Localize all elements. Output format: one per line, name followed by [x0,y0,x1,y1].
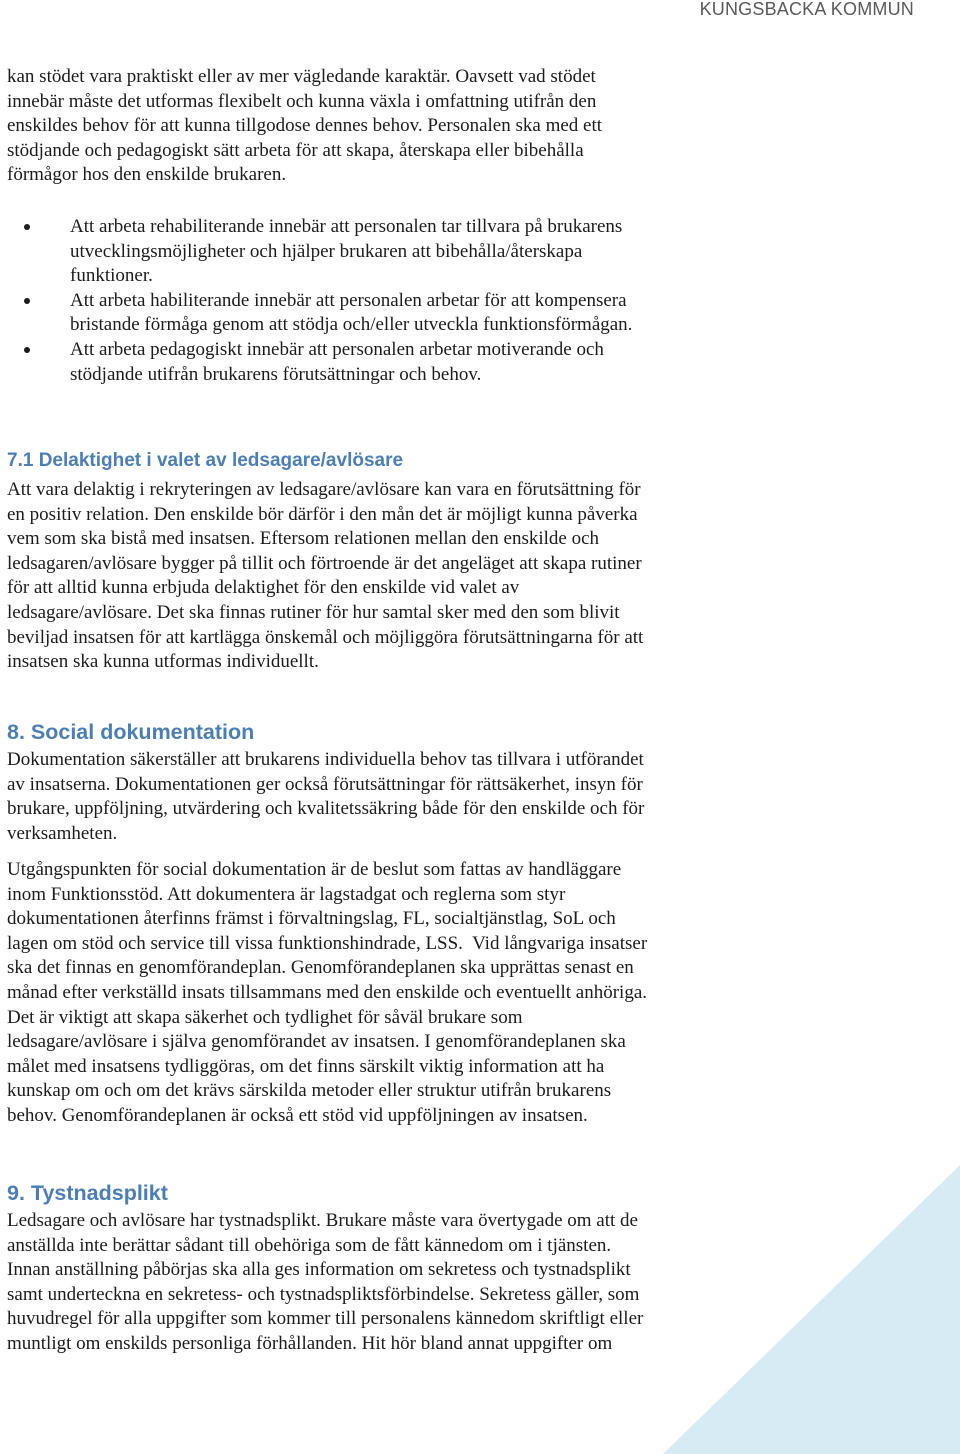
bullet-item [0,289,632,338]
bullet-list [0,215,632,387]
text-line: målet med insatsens tydliggöras, om det finns särskilt viktig information att ha [7,1055,605,1077]
bullet-icon [24,347,30,353]
intro-paragraph [7,65,602,188]
text-line: förmågor hos den enskilde brukaren. [7,164,287,186]
text-line: samt underteckna en sekretess- och tystnadspliktsförbindelse. Sekretess gäller, som [7,1283,640,1305]
text-line: inom Funktionsstöd. Att dokumentera är lagstadgat och reglerna som styr [7,883,566,905]
text-line: kan stödet vara praktiskt eller av mer vägledande karaktär. Oavsett vad stödet [7,66,596,87]
text-line: ledsagaren/avlösare bygger på tillit och förtroende är det angeläget att skapa rutiner [7,552,642,574]
text-line: en positiv relation. Den enskilde bör därför i den mån det är möjligt kunna påverka [7,503,638,525]
text-line: ledsagare/avlösare i själva genomförandet av insatsen. I genomförandeplanen ska [7,1031,626,1053]
text-line: Att vara delaktig i rekryteringen av ledsagare/avlösare kan vara en förutsättning för [7,479,641,500]
section-heading-7-1: 7.1 Delaktighet i valet av ledsagare/avlösare [7,450,404,471]
text-line: Ledsagare och avlösare har tystnadsplikt. Brukare måste vara övertygade om att de [7,1210,638,1231]
text-line: muntligt om enskilds personliga förhållanden. Hit hör bland annat uppgifter om [7,1332,613,1354]
text-line: brukare, uppföljning, utvärdering och kvalitetssäkring både för den enskilde och för [7,798,645,820]
text-line: lagen om stöd och service till vissa funktionshindrade, LSS. Vid långvariga insatser [7,932,648,954]
text-line: utvecklingsmöjligheter och hjälper brukaren att bibehålla/återskapa [70,240,583,262]
text-line: beviljad insatsen för att kartlägga önskemål och möjliggöra förutsättningarna för att [7,626,644,648]
text-line: innebär måste det utformas flexibelt och kunna växla i omfattning utifrån den [7,90,597,112]
text-line: månad efter verkställd insats tillsammans med den enskilde och eventuellt anhöriga. [7,981,648,1003]
corner-triangle [663,1165,960,1454]
text-line: enskildes behov för att kunna tillgodose dennes behov. Personalen ska med ett [7,115,603,137]
text-line: Utgångspunkten för social dokumentation är de beslut som fattas av handläggare [7,859,622,880]
bullet-icon [24,224,30,230]
bullet-item [0,215,632,289]
text-line: ska det finnas en genomförandeplan. Genomförandeplanen ska upprättas senast en [7,957,634,979]
text-line: funktioner. [70,265,153,287]
text-line: Innan anställning påbörjas ska alla ges information om sekretess och tystnadsplikt [7,1259,631,1281]
page-header-organization: KUNGSBACKA KOMMUN [699,0,914,19]
text-line: behov. Genomförandeplanen är också ett stöd vid uppföljningen av insatsen. [7,1104,588,1126]
text-line: Att arbeta habiliterande innebär att personalen arbetar för att kompensera [70,289,627,311]
text-line: dokumentationen återfinns främst i förvaltningslag, FL, socialtjänstlag, SoL och [7,908,616,930]
text-line: Dokumentation säkerställer att brukarens individuella behov tas tillvara i utförandet [7,749,644,770]
text-line: för att alltid kunna erbjuda delaktighet för den enskilde vid valet av [7,577,520,599]
section-8-paragraph-1 [7,748,644,846]
text-line: ledsagare/avlösare. Det ska finnas rutiner för hur samtal sker med den som blivit [7,601,620,623]
bullet-item [0,338,632,387]
text-line: stödjande och pedagogiskt sätt arbeta för att skapa, återskapa eller bibehålla [7,139,584,161]
text-line: kunskap om och om det krävs särskilda metoder eller struktur utifrån brukarens [7,1080,612,1102]
text-line: Att arbeta pedagogiskt innebär att personalen arbetar motiverande och [70,338,604,360]
section-7-1-paragraph [7,478,643,675]
text-line: Att arbeta rehabiliterande innebär att personalen tar tillvara på brukarens [70,216,623,237]
bullet-icon [24,298,30,304]
text-line: bristande förmåga genom att stödja och/eller utveckla funktionsförmågan. [70,314,633,336]
text-line: anställda inte berättar sådant till obehöriga som de fått kännedom om i tjänsten. [7,1234,612,1256]
text-line: stödjande utifrån brukarens förutsättningar och behov. [70,363,482,385]
text-line: huvudregel för alla uppgifter som kommer till personalens kännedom skriftligt eller [7,1308,644,1330]
section-heading-8: 8. Social dokumentation [7,720,255,744]
text-line: insatsen ska kunna utformas individuellt. [7,651,319,673]
section-heading-9: 9. Tystnadsplikt [7,1181,168,1205]
section-9-paragraph [7,1209,643,1357]
text-line: av insatserna. Dokumentationen ger också förutsättningar för rättsäkerhet, insyn för [7,773,643,795]
section-8-paragraph-2 [7,858,647,1129]
text-line: Det är viktigt att skapa säkerhet och tydlighet för såväl brukare som [7,1006,523,1028]
text-line: vem som ska bistå med insatsen. Eftersom relationen mellan den enskilde och [7,528,600,550]
text-line: verksamheten. [7,822,118,844]
